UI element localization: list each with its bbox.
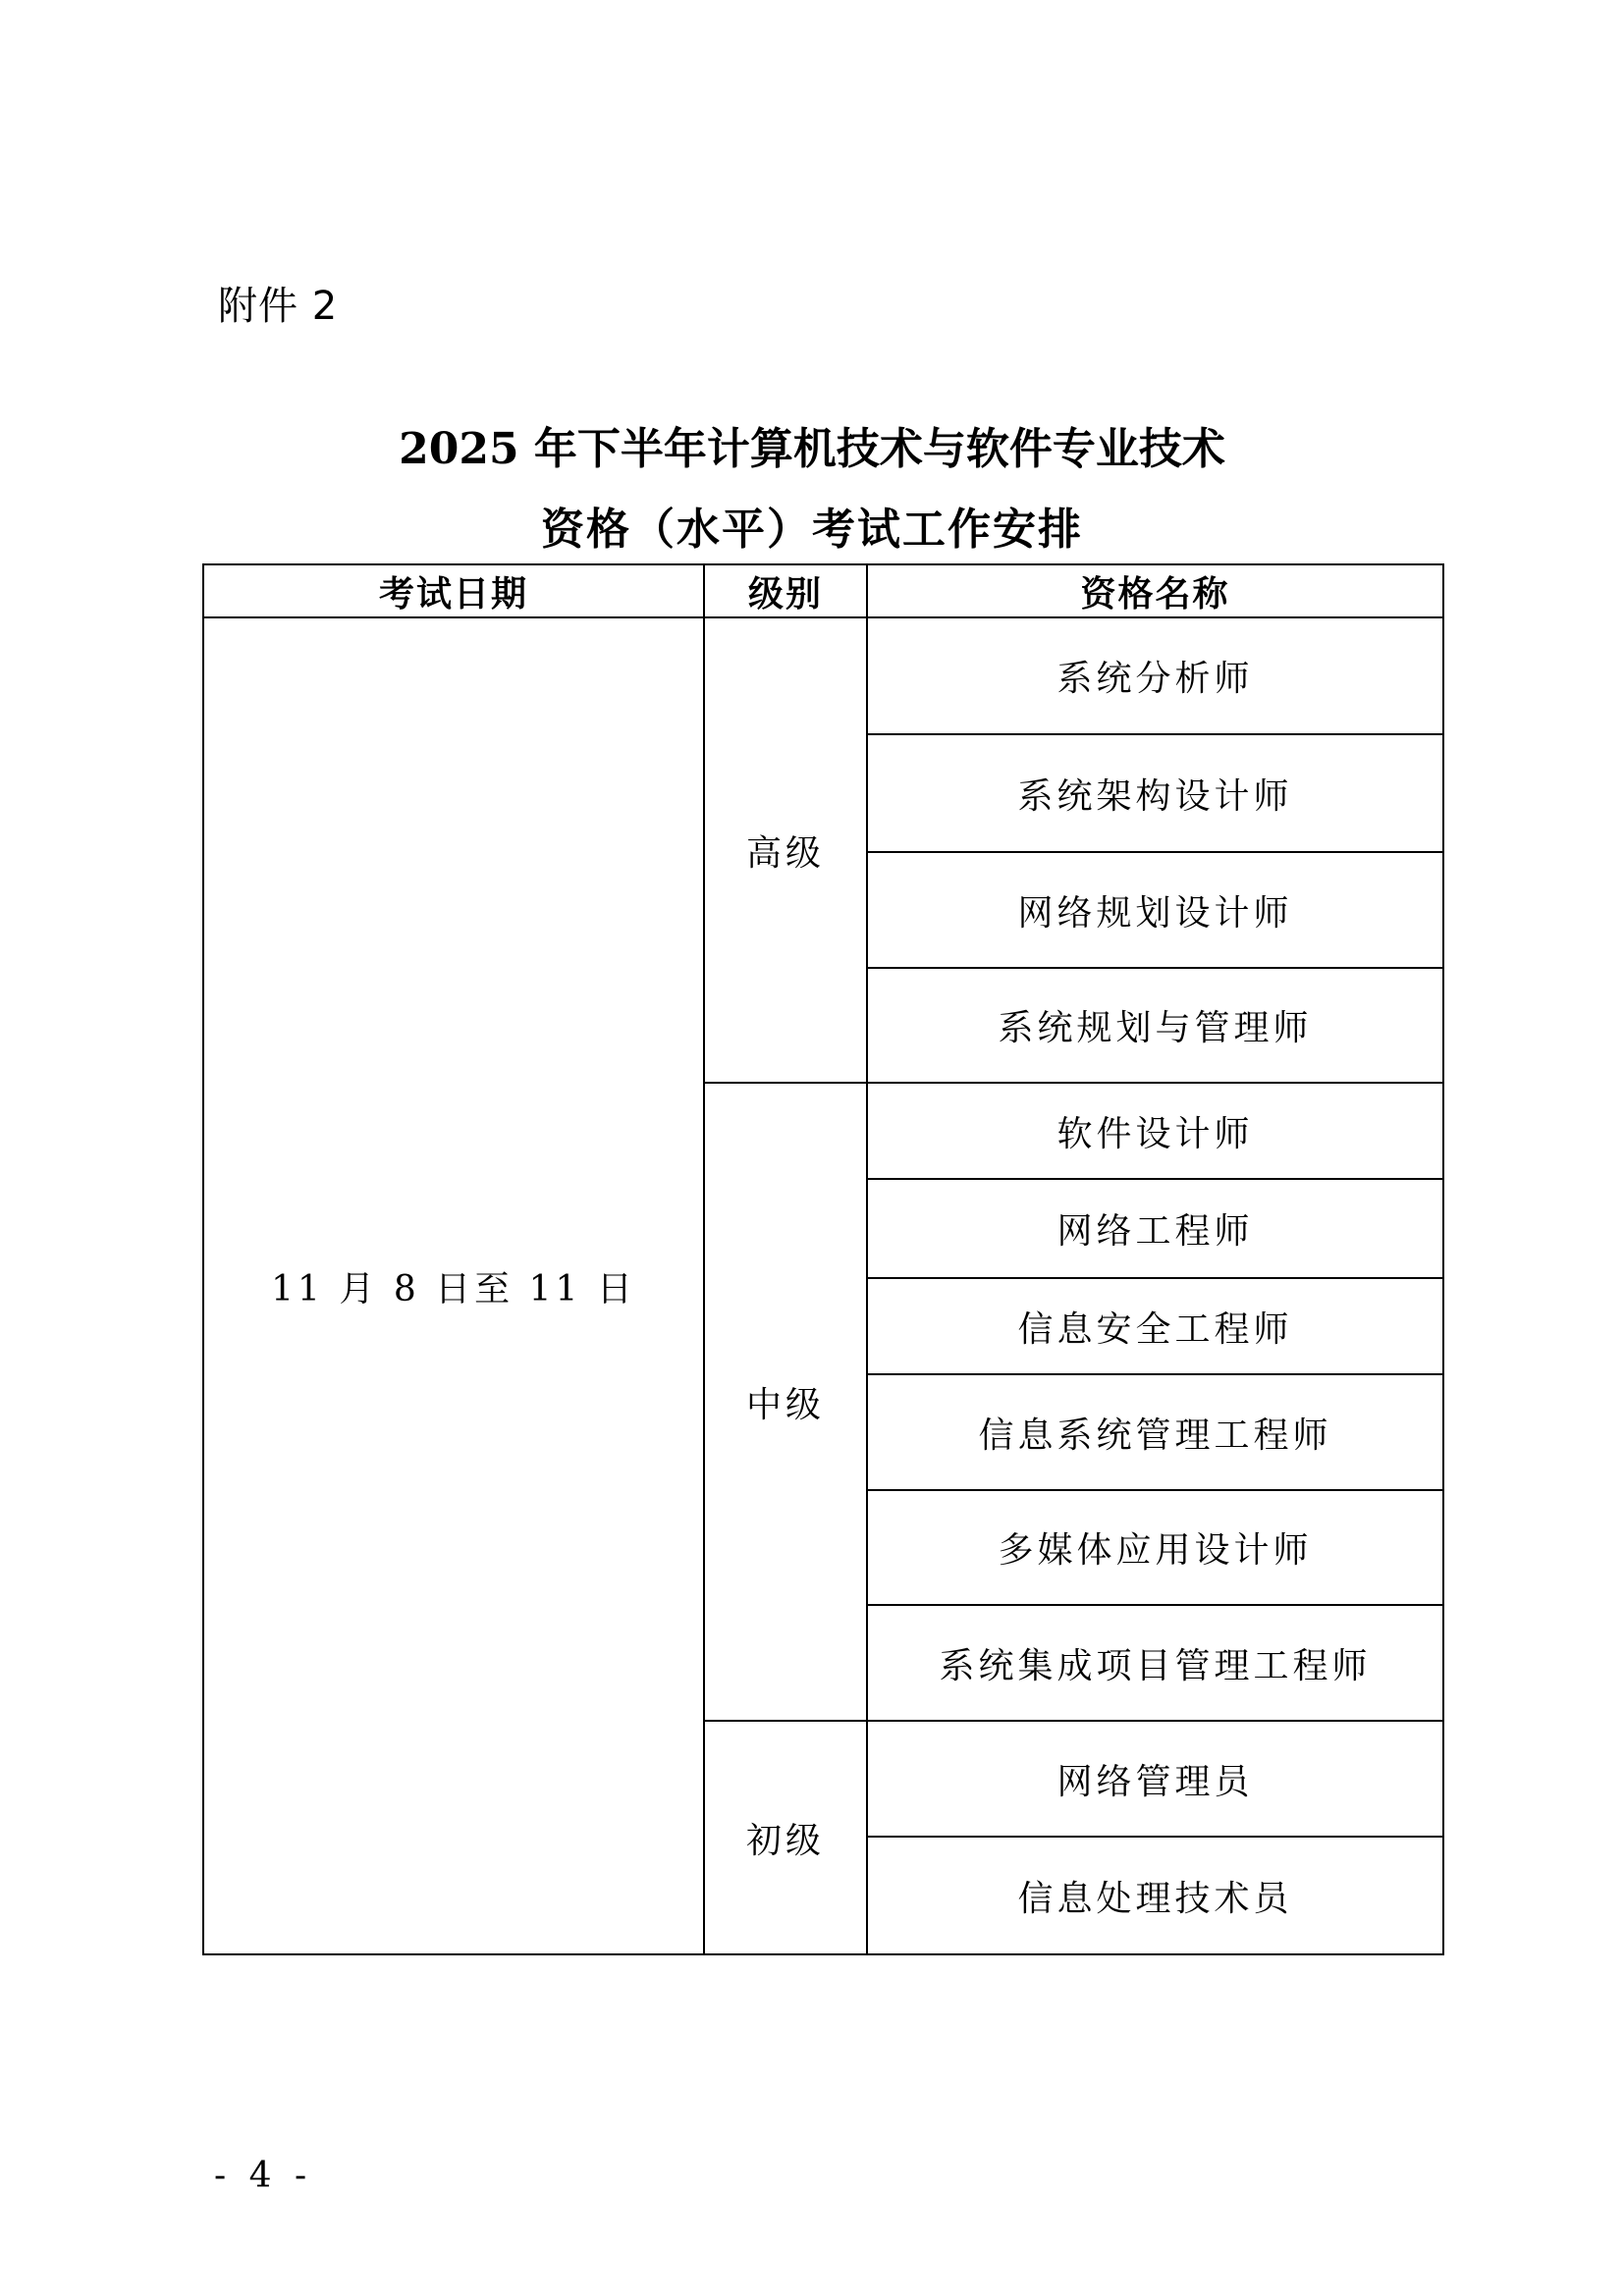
qualification-cell: 网络规划设计师 (867, 852, 1443, 968)
qualification-cell: 软件设计师 (867, 1083, 1443, 1179)
qualification-cell: 信息系统管理工程师 (867, 1374, 1443, 1490)
qualification-cell: 网络工程师 (867, 1179, 1443, 1278)
header-exam-date: 考试日期 (203, 564, 704, 617)
header-level: 级别 (704, 564, 867, 617)
qualification-cell: 系统集成项目管理工程师 (867, 1605, 1443, 1721)
qualification-cell: 系统分析师 (867, 617, 1443, 734)
qualification-cell: 信息安全工程师 (867, 1278, 1443, 1374)
document-title-line-1: 2025 年下半年计算机技术与软件专业技术 (399, 424, 1225, 474)
table-row (203, 617, 1443, 734)
qualification-cell: 系统规划与管理师 (867, 968, 1443, 1083)
qualification-cell: 信息处理技术员 (867, 1837, 1443, 1954)
level-cell-junior: 初级 (704, 1721, 867, 1954)
header-qualification-name: 资格名称 (867, 564, 1443, 617)
table-header-row (203, 564, 1443, 617)
attachment-label: 附件 2 (218, 284, 339, 329)
qualification-cell: 网络管理员 (867, 1721, 1443, 1837)
qualification-cell: 系统架构设计师 (867, 734, 1443, 852)
document-title-line-2: 资格（水平）考试工作安排 (541, 505, 1083, 555)
level-cell-intermediate: 中级 (704, 1083, 867, 1721)
exam-schedule-table (202, 563, 1444, 1955)
page-number: - 4 - (214, 2156, 313, 2196)
exam-date-cell: 11 月 8 日至 11 日 (203, 617, 704, 1954)
level-cell-senior: 高级 (704, 617, 867, 1083)
qualification-cell: 多媒体应用设计师 (867, 1490, 1443, 1605)
